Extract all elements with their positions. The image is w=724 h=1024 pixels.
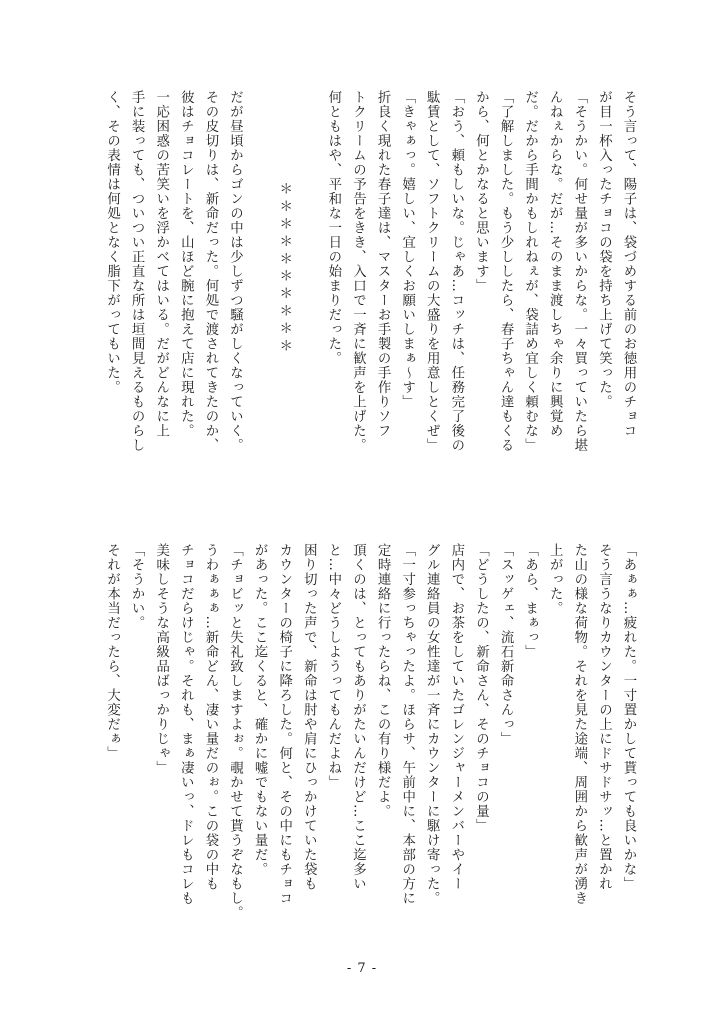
text-line: 「了解しました。もう少ししたら、春子ちゃん達もくる xyxy=(498,90,514,453)
text-line: そう言って、陽子は、袋づめする前のお徳用のチョコ xyxy=(621,90,636,438)
text-line: 店内で、お茶をしていたゴレンジャーメンバーやイー xyxy=(448,543,464,891)
text-line: から、何とかなると思います」 xyxy=(473,90,489,293)
text-line: 「きゃぁっ。嬉しい、宜しくお願いしまぁ～す」 xyxy=(399,90,415,409)
text-line: と…中々どうしようってもんだよね」 xyxy=(325,543,341,790)
text-line: 駄賃として、ソフトクリームの大盛りを用意しとくぜ」 xyxy=(424,90,440,453)
text-line: く、その表情は何処となく脂下がってもいた。 xyxy=(104,90,120,395)
page-number: - 7 - xyxy=(346,961,378,976)
text-line: 「チョビッと失礼致しますよぉ。覗かせて貰うぞなもし。 xyxy=(227,543,243,920)
text-line: 「そうかい。何せ量が多いからな。一々買っていたら堪 xyxy=(571,90,587,453)
text-line: だ。だから手間かもしれねぇが、袋詰め宜しく頼むな」 xyxy=(522,90,538,453)
text-line: 「どうしたの、新命さん、そのチョコの量」 xyxy=(473,543,489,833)
text-line: グル連絡員の女性達が一斉にカウンターに駆け寄った。 xyxy=(424,543,440,906)
text-line: 手に装っても、ついつい正直な所は垣間見えるものらし xyxy=(129,90,145,453)
text-line: トクリームの予告をきき、入口で一斉に歓声を上げた。 xyxy=(350,90,366,453)
text-line: カウンターの椅子に降ろした。何と、その中にもチョコ xyxy=(276,543,292,906)
text-line: だが昼頃からゴンの中は少しずつ騒がしくなっていく。 xyxy=(227,90,243,453)
text-line: 一応困惑の苦笑いを浮かべてはいる。だがどんなに上 xyxy=(153,90,169,438)
text-line: 何ともはや、平和な一日の始まりだった。 xyxy=(325,90,341,366)
text-line: た山の様な荷物。それを見た途端、周囲から歓声が湧き xyxy=(571,543,587,906)
text-line: うわぁぁぁ…新命どん、凄い量だのぉ。この袋の中も xyxy=(202,543,218,891)
text-line: 「一寸参っちゃったよ。ほらサ、午前中に、本部の方に xyxy=(399,543,415,906)
text-line: 定時連絡に行ったらね、この有り様だよ。 xyxy=(375,543,391,819)
text-line: それが本当だったら、大変だぁ」 xyxy=(104,543,120,761)
text-line: 折良く現れた春子達は、マスターお手製の手作りソフ xyxy=(375,90,391,438)
text-block-lower xyxy=(74,543,640,963)
text-line: 「スッゲェ、流石新命さんっ」 xyxy=(498,543,514,746)
text-line: 「おう、頼もしいな。じゃあ…コッチは、任務完了後の xyxy=(448,90,464,453)
text-line: 「あら、まぁっ」 xyxy=(522,543,538,659)
text-line: んねぇからな。だが…そのまま渡しちゃ余りに興覚め xyxy=(547,90,563,438)
text-line: が目一杯入ったチョコの袋を持ち上げて笑った。 xyxy=(596,90,612,409)
text-line: 「そうかい。 xyxy=(129,543,145,630)
text-line: があった。ここ迄くると、確かに嘘でもない量だ。 xyxy=(252,543,268,877)
text-line: 困り切った声で、新命は肘や肩にひっかけていた袋も xyxy=(301,543,317,891)
text-line: そう言うなりカウンターの上にドサドサッ…と置かれ xyxy=(596,543,612,891)
text-line: その皮切りは、新命だった。何処で渡されてきたのか、 xyxy=(202,90,218,453)
text-line: 美味しそうな高級品ばっかりじゃ」 xyxy=(153,543,169,775)
text-line: チョコだらけじゃ。それも、まぁ凄いっ、ドレもコレも xyxy=(178,543,194,906)
text-line: 「あぁぁ…疲れた。一寸置かして貰っても良いかな」 xyxy=(621,543,636,891)
text-line: 彼はチョコレートを、山ほど腕に抱えて店に現れた。 xyxy=(178,90,194,438)
text-line: 上がった。 xyxy=(547,543,563,616)
text-line: 頂くのは、とってもありがたいんだけど…ここ迄多い xyxy=(350,543,366,891)
scene-break: ＊＊＊＊＊＊＊＊＊＊ xyxy=(276,182,292,356)
text-block-upper xyxy=(74,90,640,498)
